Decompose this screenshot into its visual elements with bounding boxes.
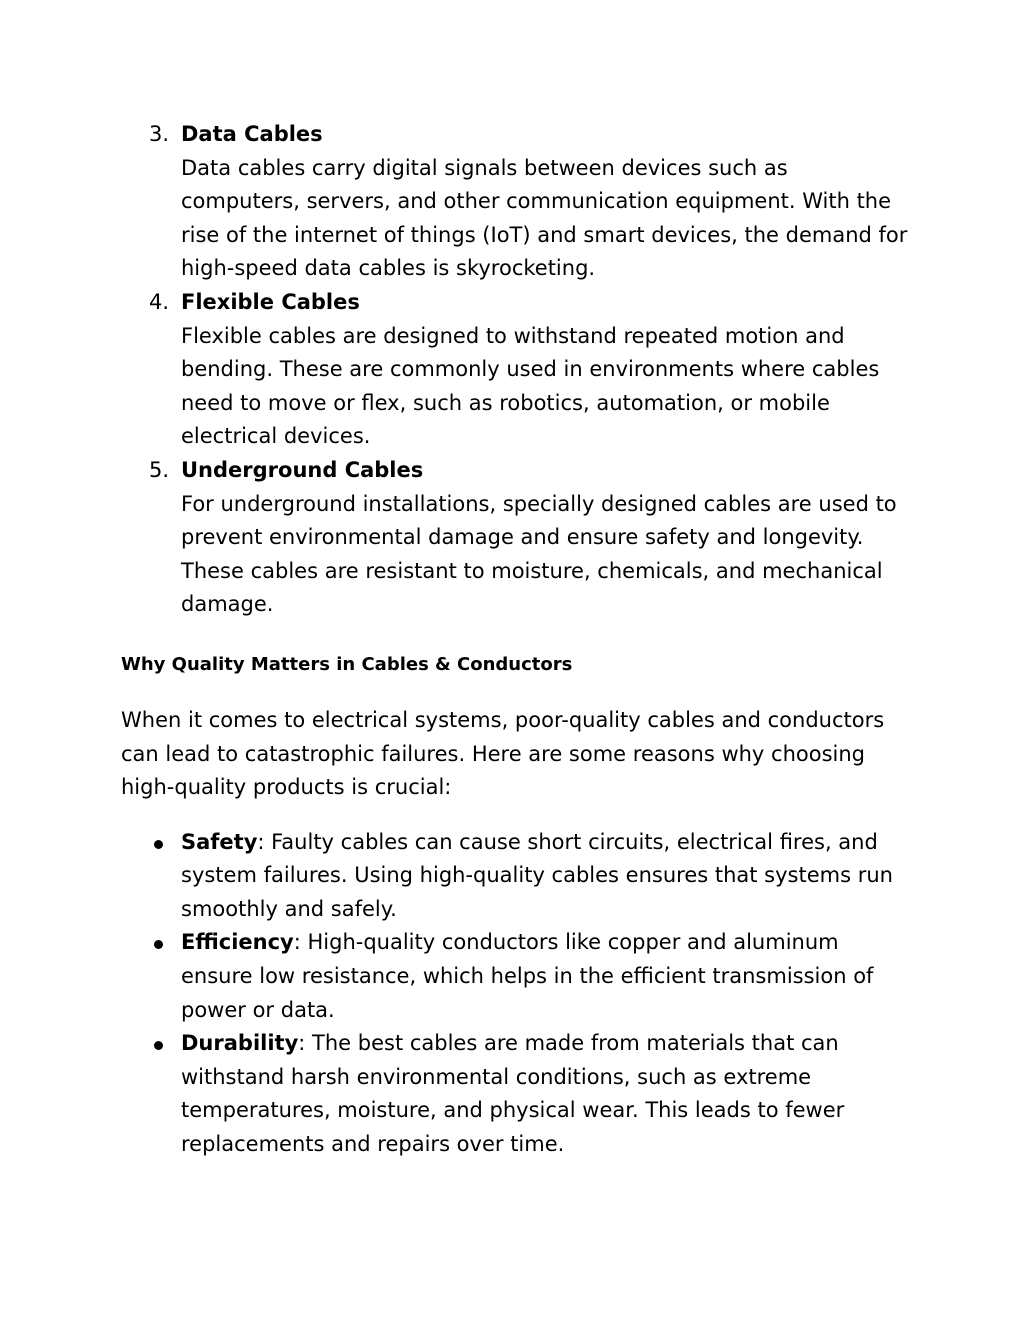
bullet-term: Safety: [181, 829, 258, 854]
quality-reasons-list: [121, 826, 911, 1162]
list-item-title: Flexible Cables: [181, 289, 360, 314]
list-item-flexible-cables: [121, 286, 911, 454]
list-item-body: For underground installations, specially designed cables are used to prevent environmental damage and ensure safety and longevity. These cables are resistant to moisture, chemicals, and mechanical damage.: [181, 491, 897, 617]
list-item-title: Data Cables: [181, 122, 323, 146]
bullet-term: Durability: [181, 1031, 299, 1056]
section-intro-paragraph: When it comes to electrical systems, poor-quality cables and conductors can lead to catastrophic failures. Here are some reasons why choosing high-quality products is crucial:: [121, 707, 885, 800]
list-number: 3.: [149, 122, 170, 146]
bullet-icon: [154, 940, 163, 949]
list-number: 4.: [149, 289, 170, 314]
bullet-text: : Faulty cables can cause short circuits, electrical fires, and system failures. Using high-quality cables ensures that systems run smoothly and safely.: [181, 829, 893, 921]
list-item-underground-cables: [121, 454, 911, 622]
bullet-text: : The best cables are made from materials that can withstand harsh environmental conditions, such as extreme temperatures, moisture, and physical wear. This leads to fewer replacements and repairs over time.: [181, 1031, 845, 1157]
bullet-term: Efficiency: [181, 930, 294, 955]
bullet-item-durability: [121, 1027, 911, 1161]
list-item-title: Underground Cables: [181, 457, 424, 482]
bullet-item-safety: [121, 826, 911, 927]
bullet-icon: [154, 840, 163, 849]
list-item-data-cables: [121, 118, 911, 286]
section-heading: Why Quality Matters in Cables & Conductors: [121, 653, 573, 675]
list-item-body: Data cables carry digital signals between devices such as computers, servers, and other communication equipment. With the rise of the internet of things (IoT) and smart devices, the demand for high-speed data cables is skyrocketing.: [181, 155, 908, 281]
list-item-body: Flexible cables are designed to withstand repeated motion and bending. These are commonly used in environments where cables need to move or flex, such as robotics, automation, or mobile electrical devices.: [181, 323, 880, 449]
bullet-item-efficiency: [121, 926, 911, 1027]
bullet-icon: [154, 1041, 163, 1050]
bullet-text: : High-quality conductors like copper and aluminum ensure low resistance, which helps in the efficient transmission of power or data.: [181, 930, 874, 1022]
cable-types-list: [121, 118, 911, 622]
list-number: 5.: [149, 457, 170, 482]
document-content: [121, 118, 911, 1162]
